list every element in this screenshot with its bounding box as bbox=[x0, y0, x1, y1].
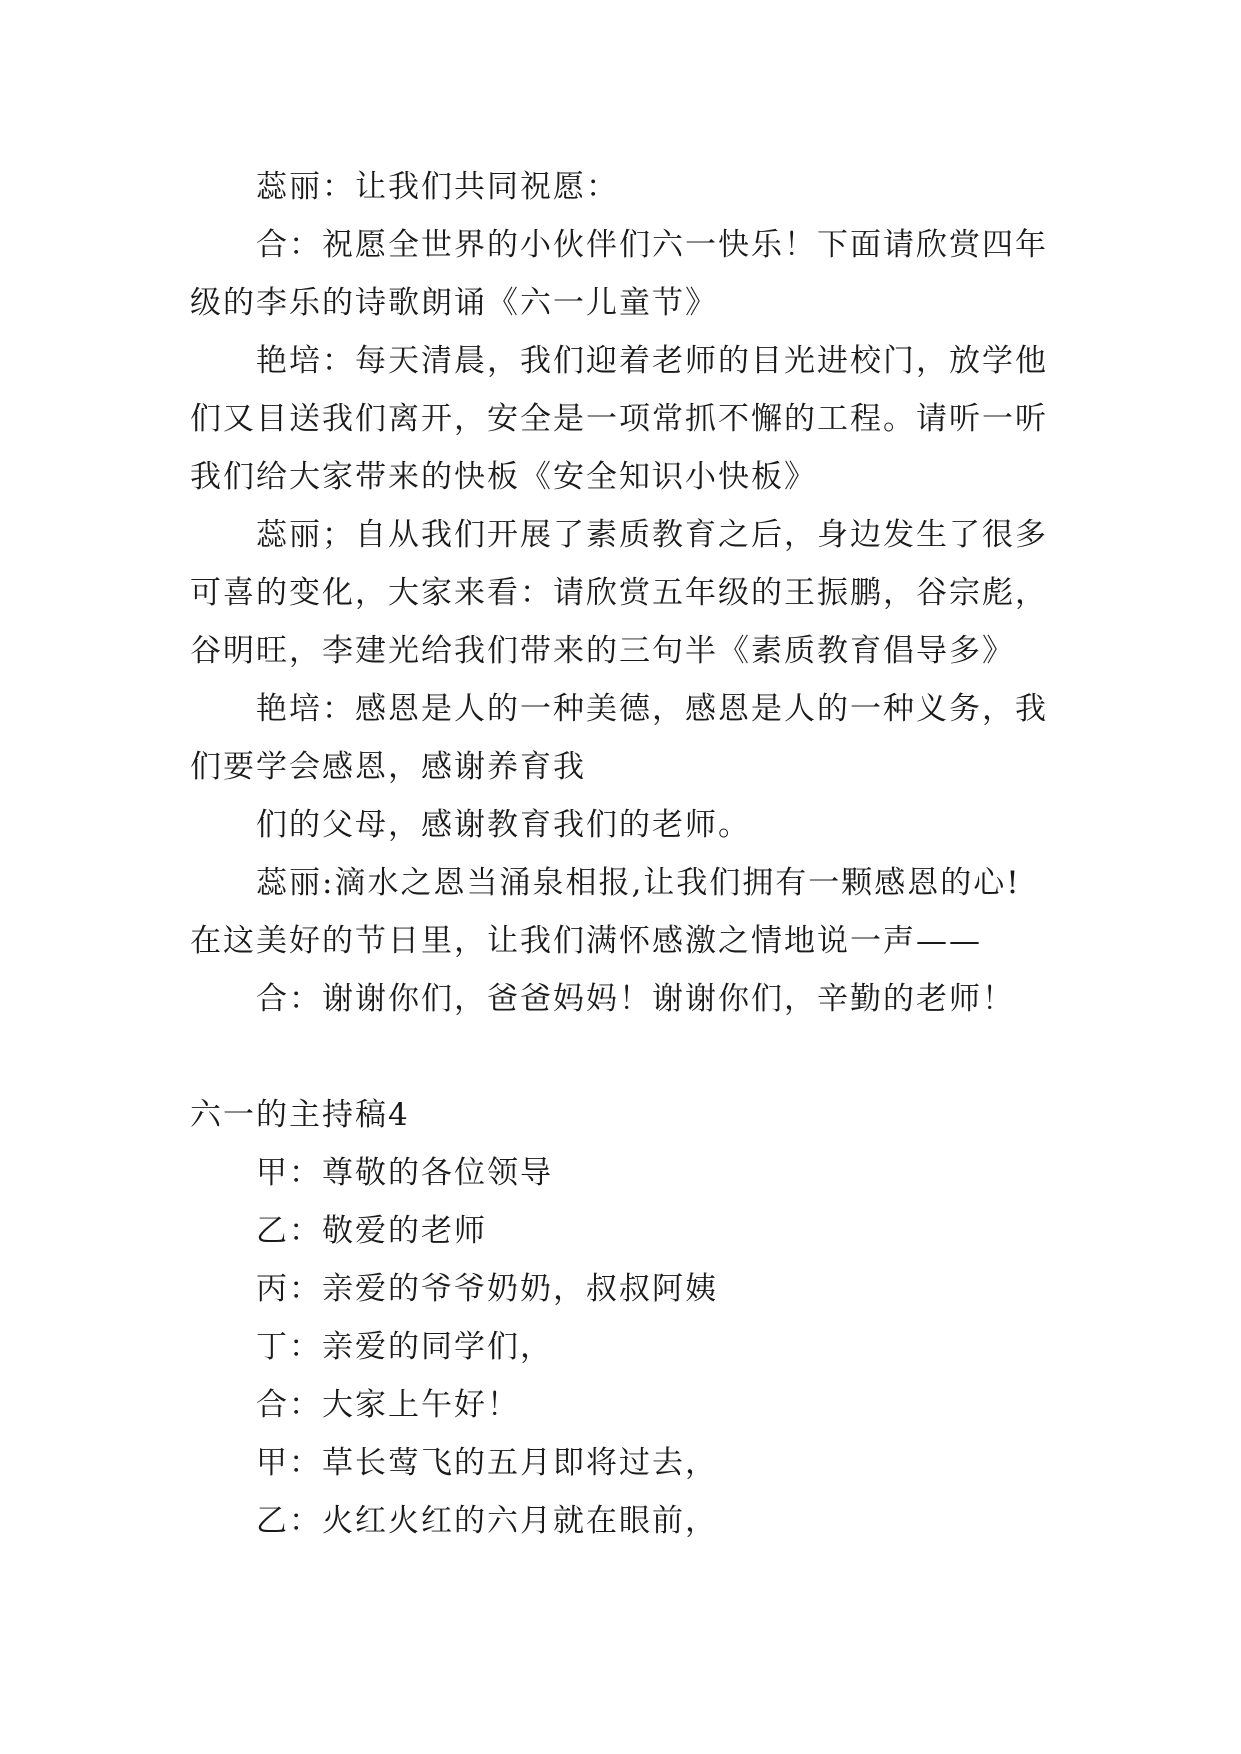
document-body bbox=[190, 158, 1070, 1550]
text-line: 艳培：每天清晨，我们迎着老师的目光进校门，放学他 bbox=[256, 343, 1048, 379]
text-line: 我们给大家带来的快板《安全知识小快板》 bbox=[190, 459, 817, 495]
dialogue-line: 甲：尊敬的各位领导 bbox=[256, 1155, 553, 1191]
paragraph bbox=[190, 854, 1070, 970]
paragraph bbox=[190, 680, 1070, 796]
text-line: 艳培：感恩是人的一种美德，感恩是人的一种义务，我 bbox=[256, 691, 1048, 727]
paragraph bbox=[190, 970, 1070, 1028]
dialogue-line: 甲：草长莺飞的五月即将过去， bbox=[256, 1445, 718, 1481]
paragraph bbox=[190, 796, 1070, 854]
paragraph bbox=[190, 332, 1070, 506]
dialogue-line: 丙：亲爱的爷爷奶奶，叔叔阿姨 bbox=[256, 1271, 718, 1307]
paragraph bbox=[190, 506, 1070, 680]
dialogue-line: 乙：火红火红的六月就在眼前， bbox=[256, 1503, 718, 1539]
heading-text: 六一的主持稿4 bbox=[190, 1097, 410, 1133]
text-line: 们的父母，感谢教育我们的老师。 bbox=[256, 807, 751, 843]
section-heading bbox=[190, 1086, 1070, 1144]
text-line: 级的李乐的诗歌朗诵《六一儿童节》 bbox=[190, 285, 718, 321]
text-line: 蕊丽；自从我们开展了素质教育之后，身边发生了很多 bbox=[256, 517, 1048, 553]
spacer bbox=[190, 1028, 1070, 1086]
paragraph bbox=[190, 216, 1070, 332]
text-line: 谷明旺，李建光给我们带来的三句半《素质教育倡导多》 bbox=[190, 633, 1015, 669]
text-line: 蕊丽:滴水之恩当涌泉相报,让我们拥有一颗感恩的心! bbox=[256, 865, 1021, 901]
dialogue-line: 丁：亲爱的同学们， bbox=[256, 1329, 553, 1365]
dialogue-list bbox=[190, 1144, 1070, 1550]
text-line: 合：谢谢你们，爸爸妈妈！谢谢你们，辛勤的老师！ bbox=[256, 981, 1015, 1017]
text-line: 合：祝愿全世界的小伙伴们六一快乐！下面请欣赏四年 bbox=[256, 227, 1048, 263]
dialogue-line: 乙：敬爱的老师 bbox=[256, 1213, 487, 1249]
text-line: 们又目送我们离开，安全是一项常抓不懈的工程。请听一听 bbox=[190, 401, 1048, 437]
text-line: 可喜的变化，大家来看：请欣赏五年级的王振鹏，谷宗彪， bbox=[190, 575, 1048, 611]
text-line: 蕊丽：让我们共同祝愿： bbox=[256, 169, 619, 205]
text-line: 在这美好的节日里，让我们满怀感激之情地说一声—— bbox=[190, 923, 982, 959]
paragraph bbox=[190, 158, 1070, 216]
text-line: 们要学会感恩，感谢养育我 bbox=[190, 749, 586, 785]
dialogue-line: 合：大家上午好！ bbox=[256, 1387, 520, 1423]
